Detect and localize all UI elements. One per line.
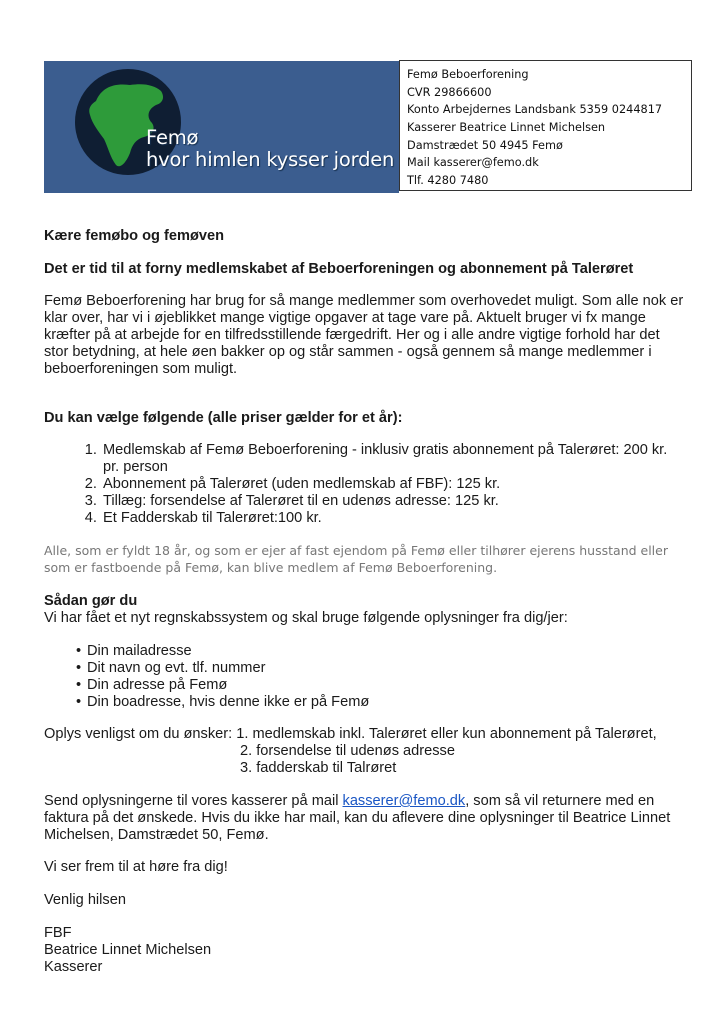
required-info-item: • Din mailadresse	[87, 643, 684, 660]
association-info-box	[399, 60, 692, 191]
banner-tagline-line1: Femø	[146, 126, 199, 149]
association-cvr: CVR 29866600	[407, 85, 492, 99]
signature-name: Beatrice Linnet Michelsen	[44, 942, 212, 958]
signature-org: FBF	[44, 925, 72, 941]
option-item: 2. Abonnement på Talerøret (uden medlemskab af FBF): 125 kr.	[101, 476, 684, 493]
options-heading: Du kan vælge følgende (alle priser gælder for et år):	[44, 410, 403, 426]
option-item: 3. Tillæg: forsendelse af Talerøret til en udenøs adresse: 125 kr.	[101, 493, 684, 510]
choice-item: 1. medlemskab inkl. Talerøret eller kun abonnement på Talerøret,	[236, 726, 657, 742]
required-info-item: • Din adresse på Femø	[87, 677, 684, 694]
letter-greeting: Kære femøbo og femøven	[44, 228, 225, 244]
send-text-before: Send oplysningerne til vores kasserer på mail	[44, 793, 343, 809]
required-info-item: • Dit navn og evt. tlf. nummer	[87, 660, 684, 677]
required-info-item: • Din boadresse, hvis denne ikke er på Femø	[87, 694, 684, 711]
closing-line: Vi ser frem til at høre fra dig!	[44, 859, 228, 875]
association-address: Damstrædet 50 4945 Femø	[407, 138, 563, 152]
letter-body	[44, 228, 684, 976]
association-phone: Tlf. 4280 7480	[407, 174, 489, 188]
howto-heading: Sådan gør du	[44, 593, 138, 609]
send-instructions	[44, 793, 684, 844]
required-info-list	[44, 643, 684, 711]
option-item: 4. Et Fadderskab til Talerøret:100 kr.	[101, 510, 684, 527]
association-bank-account: Konto Arbejdernes Landsbank 5359 0244817	[407, 103, 663, 117]
eligibility-note: Alle, som er fyldt 18 år, og som er ejer af fast ejendom på Femø eller tilhører ejerens husstand eller som er fastboende på Femø, kan blive medlem af Femø Beboerforening.	[44, 543, 668, 575]
association-name: Femø Beboerforening	[407, 68, 529, 81]
treasurer-email-link[interactable]: kasserer@femo.dk	[342, 793, 466, 809]
send-text-after: , som så vil returnere med en faktura på det ønskede. Hvis du ikke har mail, kan du aflevere dine oplysninger til Beatrice Linnet Michelsen, Damstrædet 50, Femø.	[44, 793, 671, 843]
femo-island-logo	[44, 61, 399, 193]
signature-title: Kasserer	[44, 959, 103, 975]
signature-block	[44, 925, 684, 976]
header-banner	[44, 61, 399, 193]
banner-tagline-line2: hvor himlen kysser jorden	[146, 148, 395, 171]
letter-intro: Femø Beboerforening har brug for så mange medlemmer som overhovedet muligt. Som alle nok er klar over, har vi i øjeblikket mange vigtige opgaver at tage vare på. Aktuelt bruger vi fx mange kræfter på at arbejde for en tilfredsstillende færgedrift. Her og i alle andre vigtige forhold har det stor betydning, at hele øen bakker op og står sammen - også gennem så mange medlemmer i beboerforeningen som muligt.	[44, 293, 684, 377]
letter-headline: Det er tid til at forny medlemskabet af Beboerforeningen og abonnement på Talerøret	[44, 261, 634, 277]
association-mail: Mail kasserer@femo.dk	[407, 156, 539, 170]
choice-item: 2. forsendelse til udenøs adresse	[240, 743, 455, 759]
howto-text: Vi har fået et nyt regnskabssystem og skal bruge følgende oplysninger fra dig/jer:	[44, 610, 568, 626]
choices-block	[44, 726, 684, 777]
association-treasurer: Kasserer Beatrice Linnet Michelsen	[407, 121, 606, 135]
options-list	[44, 442, 684, 527]
choice-item: 3. fadderskab til Talrøret	[240, 760, 397, 776]
regards: Venlig hilsen	[44, 892, 126, 908]
option-item: 1. Medlemskab af Femø Beboerforening - inklusiv gratis abonnement på Talerøret: 200 kr. pr. person	[101, 442, 684, 476]
choices-prefix: Oplys venligst om du ønsker:	[44, 726, 237, 742]
